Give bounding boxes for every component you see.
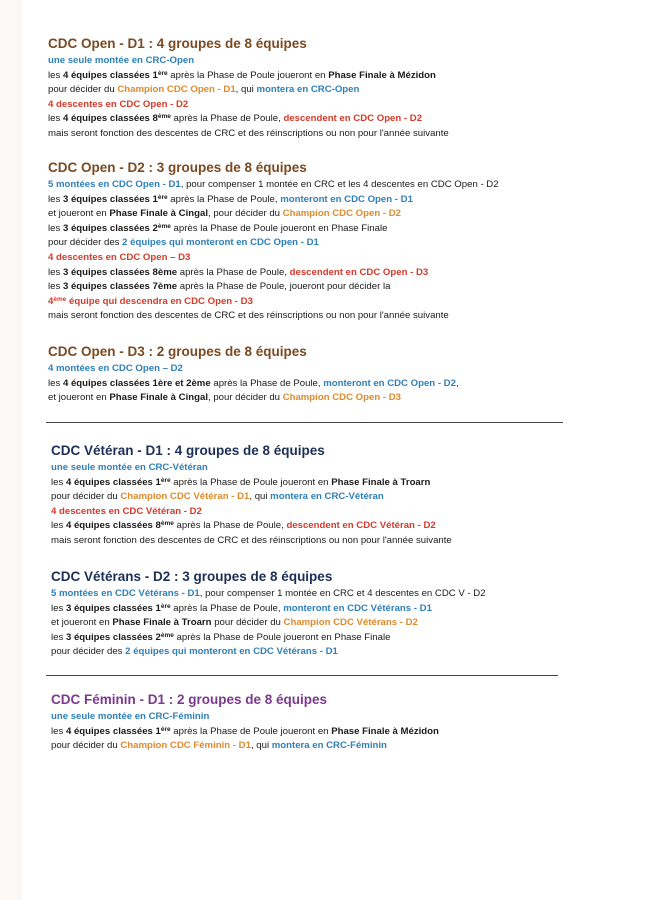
text-run: 5 montées en CDC Open - D1	[48, 179, 181, 190]
text-run: Phase Finale à Troarn	[112, 617, 212, 629]
text-run: 4 équipes classées 8	[65, 520, 161, 532]
text-run: pour décider du	[51, 491, 121, 503]
text-run: 4 équipes classées 1	[65, 476, 161, 488]
text-line	[48, 236, 588, 251]
superscript-text: ère	[160, 725, 171, 733]
text-run: les	[51, 520, 66, 532]
text-run: montera en CRC-Vétéran	[270, 491, 384, 503]
text-line	[48, 309, 588, 324]
text-run: 2 équipes qui monteront en CDC Open - D1	[122, 237, 319, 249]
text-line	[48, 207, 588, 222]
text-line	[48, 193, 588, 208]
text-run: pour décider du	[51, 740, 121, 752]
text-run: après la Phase de Poule,	[210, 377, 324, 389]
text-run: après la Phase de Poule,	[170, 602, 284, 614]
text-run: les	[51, 476, 66, 488]
text-run: après la Phase de Poule joueront en	[170, 725, 332, 737]
text-line	[51, 461, 591, 476]
text-run: les	[51, 725, 66, 737]
text-run: après la Phase de Poule joueront en Phase Finale	[173, 631, 391, 643]
superscript-text: ème	[160, 631, 174, 639]
text-run: 4 descentes en CDC Vétéran - D2	[51, 505, 202, 517]
text-run: 2 équipes qui monteront en CDC Vétérans - D1	[125, 646, 338, 658]
text-run: Champion CDC Féminin - D1	[120, 740, 251, 752]
text-line	[48, 377, 588, 392]
text-run: , qui	[250, 740, 272, 752]
text-line	[48, 391, 588, 406]
superscript-text: ème	[157, 113, 171, 121]
text-run: après la Phase de Poule joueront en	[167, 69, 329, 81]
text-run: Phase Finale à Cingal	[109, 392, 208, 404]
text-run: ,	[455, 377, 459, 389]
text-line	[48, 362, 588, 377]
superscript-text: ère	[160, 602, 171, 610]
text-run: , pour décider du	[207, 208, 283, 220]
text-run: mais seront fonction des descentes de CRC et des réinscriptions ou non pour l'année suivante	[48, 310, 449, 322]
text-line	[48, 54, 588, 69]
text-run: , pour compenser 1 montée en CRC et 4 descentes en CDC V - D2	[199, 588, 486, 599]
text-run: pour décider des	[48, 237, 123, 249]
text-run: après la Phase de Poule joueront en	[170, 476, 332, 488]
section-title: CDC Open - D2 : 3 groupes de 8 équipes	[48, 160, 307, 175]
text-line	[51, 602, 591, 617]
text-line	[51, 616, 591, 631]
text-run: les	[48, 266, 63, 278]
text-line	[48, 98, 588, 113]
text-line	[51, 519, 591, 534]
text-run: une seule montée en CRC-Féminin	[51, 711, 210, 722]
text-run: 3 équipes classées 8ème	[62, 266, 178, 278]
text-run: les	[48, 113, 63, 125]
text-run: Phase Finale à Troarn	[331, 476, 431, 488]
text-run: mais seront fonction des descentes de CRC et des réinscriptions ou non pour l'année suivante	[48, 127, 449, 139]
section-cdc-veteran-d1	[51, 443, 591, 549]
text-line	[48, 127, 588, 142]
text-run: pour décider des	[51, 646, 126, 658]
text-run: et joueront en	[48, 208, 110, 220]
text-line	[48, 295, 588, 310]
superscript-text: ème	[53, 295, 67, 303]
section-cdc-open-d3	[48, 344, 588, 406]
text-run: Champion CDC Open - D3	[282, 392, 401, 404]
text-line	[48, 222, 588, 237]
text-run: après la Phase de Poule,	[173, 520, 287, 532]
superscript-text: ère	[157, 69, 168, 77]
text-run: 3 équipes classées 1	[62, 193, 158, 205]
text-line	[51, 534, 591, 549]
text-line	[51, 490, 591, 505]
text-run: après la Phase de Poule,	[167, 193, 281, 205]
document-page	[22, 0, 648, 900]
text-line	[48, 69, 588, 84]
text-run: 3 équipes classées 2	[65, 631, 161, 643]
text-line	[51, 739, 591, 754]
text-run: descendent en CDC Vétéran - D2	[286, 520, 436, 532]
text-line	[48, 266, 588, 281]
text-run: 3 équipes classées 1	[65, 602, 161, 614]
text-run: mais seront fonction des descentes de CRC et des réinscriptions ou non pour l'année suivante	[51, 534, 452, 546]
text-run: pour décider du	[211, 617, 284, 629]
text-run: une seule montée en CRC-Open	[48, 55, 195, 66]
section-cdc-open-d1	[48, 36, 588, 142]
text-line	[51, 476, 591, 491]
text-run: 4 descentes en CDC Open - D2	[48, 98, 189, 110]
text-run: 5 montées en CDC Vétérans - D1	[51, 588, 200, 599]
text-run: , qui	[235, 84, 257, 96]
text-line	[51, 587, 591, 602]
text-line	[51, 631, 591, 646]
section-title: CDC Vétérans - D2 : 3 groupes de 8 équipes	[51, 569, 333, 584]
text-run: monteront en CDC Vétérans - D1	[283, 602, 432, 614]
section-divider	[46, 675, 558, 676]
section-cdc-open-d2	[48, 160, 588, 324]
text-line	[48, 280, 588, 295]
text-run: après la Phase de Poule,	[177, 266, 290, 278]
text-run: les	[48, 193, 63, 205]
text-run: les	[48, 222, 63, 234]
text-line	[48, 83, 588, 98]
section-cdc-veterans-d2	[51, 569, 591, 660]
text-run: Phase Finale à Mézidon	[331, 725, 439, 737]
text-run: 4 descentes en CDC Open – D3	[48, 251, 191, 263]
text-run: monteront en CDC Open - D1	[280, 193, 413, 205]
text-run: Champion CDC Open - D2	[282, 208, 401, 220]
superscript-text: ère	[157, 193, 168, 201]
text-run: montera en CRC-Féminin	[271, 740, 387, 752]
text-run: 4	[48, 295, 54, 307]
text-run: 4 montées en CDC Open – D2	[48, 363, 183, 374]
text-run: Phase Finale à Mézidon	[328, 69, 436, 81]
text-run: les	[48, 281, 63, 293]
text-run: et joueront en	[51, 617, 113, 629]
text-run: Champion CDC Vétéran - D1	[120, 491, 250, 503]
text-line	[48, 178, 588, 193]
text-run: après la Phase de Poule,	[170, 113, 284, 125]
text-run: une seule montée en CRC-Vétéran	[51, 462, 208, 473]
superscript-text: ème	[157, 222, 171, 230]
text-run: descendent en CDC Open - D2	[283, 113, 423, 125]
text-run: , qui	[249, 491, 271, 503]
section-cdc-feminin-d1	[51, 692, 591, 754]
text-run: les	[51, 602, 66, 614]
text-run: après la Phase de Poule joueront en Phase Finale	[170, 222, 388, 234]
text-line	[51, 505, 591, 520]
section-title: CDC Open - D1 : 4 groupes de 8 équipes	[48, 36, 307, 51]
text-line	[51, 645, 591, 660]
text-run: Champion CDC Vétérans - D2	[283, 617, 418, 629]
superscript-text: ère	[160, 476, 171, 484]
text-run: , pour décider du	[207, 392, 283, 404]
text-run: 3 équipes classées 7ème	[62, 281, 178, 293]
text-run: 4 équipes classées 8	[62, 113, 158, 125]
text-line	[48, 112, 588, 127]
text-line	[48, 251, 588, 266]
section-title: CDC Open - D3 : 2 groupes de 8 équipes	[48, 344, 307, 359]
text-run: les	[48, 69, 63, 81]
text-run: équipe qui descendra en CDC Open - D3	[66, 295, 253, 307]
text-run: Champion CDC Open - D1	[117, 84, 236, 96]
text-run: 3 équipes classées 2	[62, 222, 158, 234]
text-run: 4 équipes classées 1	[65, 725, 161, 737]
text-run: monteront en CDC Open - D2	[323, 377, 456, 389]
text-run: 4 équipes classées 1	[62, 69, 158, 81]
text-run: descendent en CDC Open - D3	[289, 266, 429, 278]
section-divider	[46, 422, 563, 423]
text-run: les	[48, 377, 63, 389]
text-run: Phase Finale à Cingal	[109, 208, 208, 220]
superscript-text: ème	[160, 520, 174, 528]
text-run: après la Phase de Poule, joueront pour décider la	[177, 281, 391, 293]
text-line	[51, 710, 591, 725]
section-title: CDC Féminin - D1 : 2 groupes de 8 équipes	[51, 692, 328, 707]
text-run: 4 équipes classées 1ère et 2ème	[62, 377, 211, 389]
text-run: pour décider du	[48, 84, 118, 96]
text-run: , pour compenser 1 montée en CRC et les 4 descentes en CDC Open - D2	[180, 179, 499, 190]
text-run: montera en CRC-Open	[256, 84, 360, 96]
section-title: CDC Vétéran - D1 : 4 groupes de 8 équipes	[51, 443, 325, 458]
text-run: et joueront en	[48, 392, 110, 404]
text-line	[51, 725, 591, 740]
text-run: les	[51, 631, 66, 643]
